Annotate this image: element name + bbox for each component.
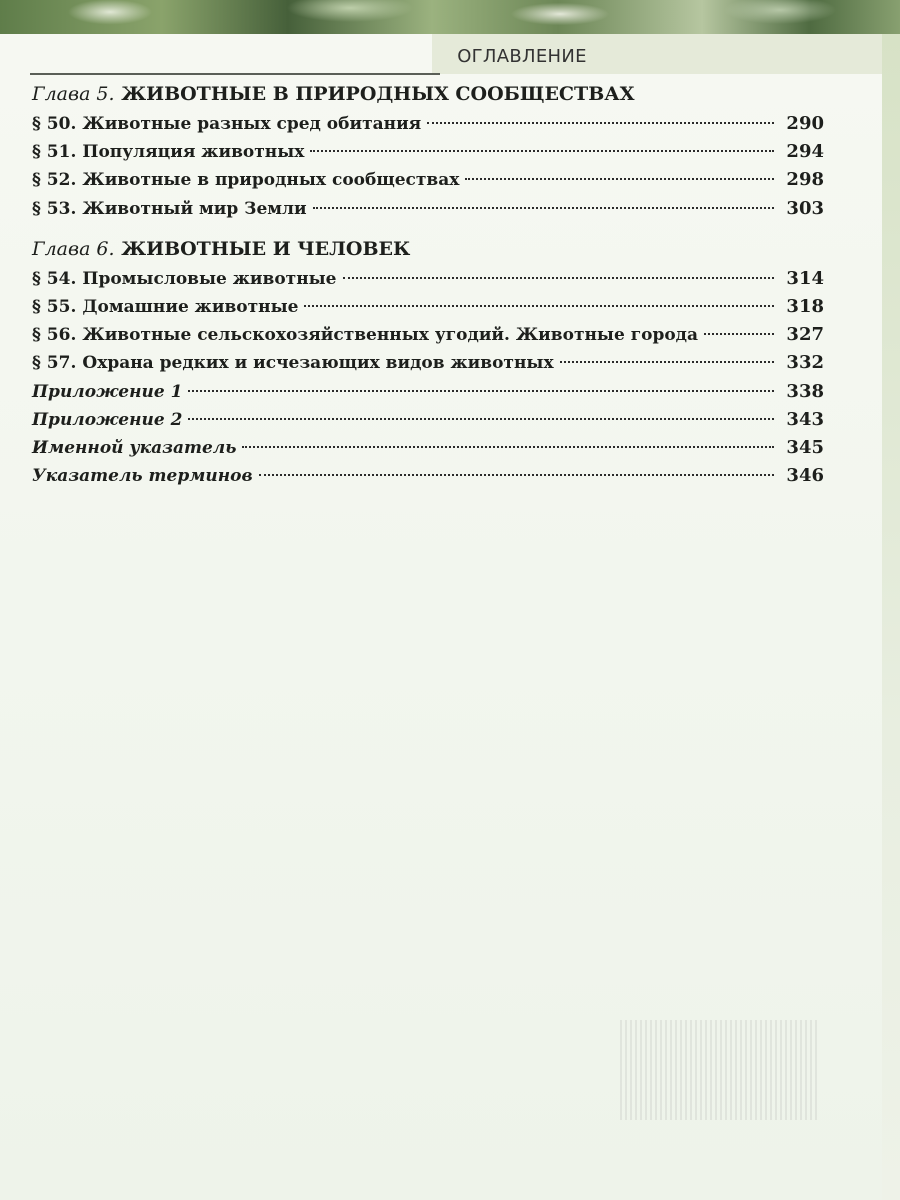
dot-leader xyxy=(704,333,774,335)
dot-leader xyxy=(188,390,774,392)
page-number: 314 xyxy=(786,267,824,289)
page-number: 343 xyxy=(786,408,824,430)
toc-appendix-entry[interactable] xyxy=(32,434,824,462)
section-title: Домашние животные xyxy=(82,296,299,317)
toc-entry[interactable] xyxy=(32,138,824,166)
dot-leader xyxy=(259,474,774,476)
toc-entry[interactable] xyxy=(32,293,824,321)
section-number: § 51. xyxy=(32,142,77,163)
page-number: 303 xyxy=(786,197,824,219)
page-number: 345 xyxy=(786,436,824,458)
page-number: 318 xyxy=(786,295,824,317)
page-number: 332 xyxy=(786,352,824,374)
appendix-title: Именной указатель xyxy=(32,437,237,458)
section-number: § 50. xyxy=(32,114,77,134)
faint-barcode-bleedthrough xyxy=(620,1020,820,1120)
dot-leader xyxy=(242,446,774,448)
section-title: Животные в природных сообществах xyxy=(82,170,460,191)
toc-entry[interactable] xyxy=(32,166,824,194)
chapter-5-title xyxy=(32,78,824,110)
page-number: 338 xyxy=(786,380,824,402)
appendix-title: Приложение 2 xyxy=(32,409,183,430)
section-title: Охрана редких и исчезающих видов животных xyxy=(82,353,554,374)
page-number: 346 xyxy=(786,465,824,487)
right-edge-strip xyxy=(882,34,900,1200)
appendix-title: Приложение 1 xyxy=(32,381,183,402)
section-number: § 54. xyxy=(32,268,77,289)
page-number: 327 xyxy=(786,324,824,346)
section-number: § 53. xyxy=(32,198,77,219)
page-number: 290 xyxy=(786,113,824,134)
dot-leader xyxy=(427,122,774,124)
toc-appendix-entry[interactable] xyxy=(32,462,824,490)
chapter-6-title xyxy=(32,233,824,265)
header-rule xyxy=(30,73,440,75)
page-number: 298 xyxy=(786,169,824,191)
chapter-name: ЖИВОТНЫЕ И ЧЕЛОВЕК xyxy=(121,237,411,260)
page-title: ОГЛАВЛЕНИЕ xyxy=(457,46,587,67)
toc-entry[interactable] xyxy=(32,349,824,377)
page-number: 294 xyxy=(786,141,824,163)
toc-entry[interactable] xyxy=(32,195,824,223)
dot-leader xyxy=(343,277,774,279)
chapter-name: ЖИВОТНЫЕ В ПРИРОДНЫХ СООБЩЕСТВАХ xyxy=(121,83,635,105)
appendix-title: Указатель терминов xyxy=(32,466,253,487)
section-title: Животный мир Земли xyxy=(82,198,307,219)
dot-leader xyxy=(188,418,774,420)
header-photo-band xyxy=(0,0,900,34)
chapter-label: Глава 6. xyxy=(32,237,115,260)
section-title: Животные сельскохозяйственных угодий. Животные города xyxy=(82,325,699,346)
section-number: § 56. xyxy=(32,325,77,346)
section-number: § 57. xyxy=(32,353,77,374)
toc-entry[interactable] xyxy=(32,265,824,293)
dot-leader xyxy=(560,361,774,363)
chapter-spacer xyxy=(32,223,824,233)
toc-entry[interactable] xyxy=(32,110,824,138)
chapter-label: Глава 5. xyxy=(32,83,115,105)
dot-leader xyxy=(310,150,774,152)
section-number: § 52. xyxy=(32,170,77,191)
toc-entry[interactable] xyxy=(32,321,824,349)
toc-appendix-entry[interactable] xyxy=(32,406,824,434)
toc-appendix-entry[interactable] xyxy=(32,378,824,406)
table-of-contents xyxy=(32,78,824,490)
section-title: Популяция животных xyxy=(82,142,305,163)
dot-leader xyxy=(304,305,774,307)
section-number: § 55. xyxy=(32,296,77,317)
dot-leader xyxy=(313,207,774,209)
section-title: Промысловые животные xyxy=(82,268,337,289)
dot-leader xyxy=(465,178,774,180)
section-title: Животные разных сред обитания xyxy=(82,114,422,134)
